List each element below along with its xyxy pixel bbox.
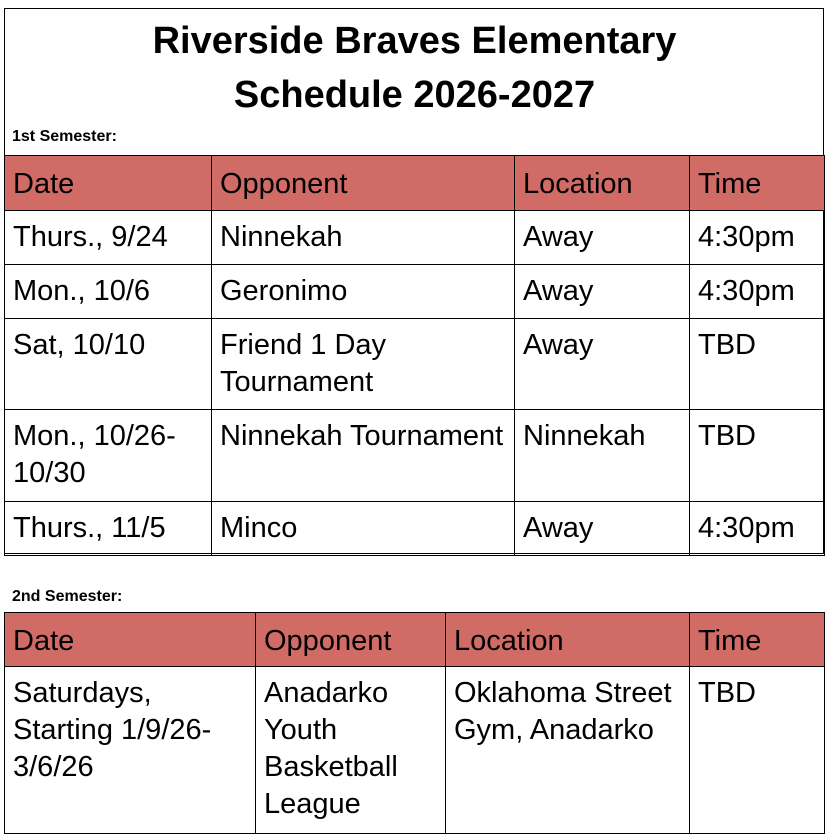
cell-opponent: Ninnekah Tournament — [212, 410, 515, 502]
table-header-row — [5, 156, 825, 211]
cell-location: Ninnekah — [515, 410, 690, 502]
cell-opponent: Ninnekah — [212, 211, 515, 265]
semester1-table — [4, 155, 825, 556]
cell-opponent: Minco — [212, 502, 515, 556]
column-header-location: Location — [515, 156, 690, 211]
column-header-opponent: Opponent — [212, 156, 515, 211]
semester2-table — [4, 612, 825, 834]
cell-opponent: Anadarko Youth Basketball League — [256, 667, 446, 834]
cell-time: 4:30pm — [690, 211, 825, 265]
cell-location: Away — [515, 319, 690, 410]
cell-date: Mon., 10/6 — [5, 265, 212, 319]
cell-location: Away — [515, 265, 690, 319]
cell-date: Thurs., 9/24 — [5, 211, 212, 265]
column-header-time: Time — [690, 613, 825, 667]
table-row — [5, 265, 825, 319]
cell-location: Away — [515, 502, 690, 556]
table-row — [5, 319, 825, 410]
cell-opponent: Geronimo — [212, 265, 515, 319]
semester2-label: 2nd Semester: — [12, 588, 123, 605]
table-row — [5, 502, 825, 556]
column-header-time: Time — [690, 156, 825, 211]
cell-time: 4:30pm — [690, 265, 825, 319]
table-row — [5, 410, 825, 502]
cell-date: Mon., 10/26-10/30 — [5, 410, 212, 502]
column-header-date: Date — [5, 613, 256, 667]
cell-time: TBD — [690, 667, 825, 834]
cell-opponent: Friend 1 Day Tournament — [212, 319, 515, 410]
cell-location: Oklahoma Street Gym, Anadarko — [446, 667, 690, 834]
cell-time: 4:30pm — [690, 502, 825, 556]
cell-date: Thurs., 11/5 — [5, 502, 212, 556]
cell-time: TBD — [690, 410, 825, 502]
semester1-label: 1st Semester: — [12, 128, 117, 145]
column-header-location: Location — [446, 613, 690, 667]
table-row — [5, 211, 825, 265]
cell-date: Saturdays, Starting 1/9/26-3/6/26 — [5, 667, 256, 834]
cell-location: Away — [515, 211, 690, 265]
column-header-opponent: Opponent — [256, 613, 446, 667]
page-title: Riverside Braves Elementary — [152, 20, 677, 62]
column-header-date: Date — [5, 156, 212, 211]
table-header-row — [5, 613, 825, 667]
table-row — [5, 667, 825, 834]
cell-date: Sat, 10/10 — [5, 319, 212, 410]
cell-time: TBD — [690, 319, 825, 410]
page-subtitle: Schedule 2026-2027 — [233, 74, 596, 116]
